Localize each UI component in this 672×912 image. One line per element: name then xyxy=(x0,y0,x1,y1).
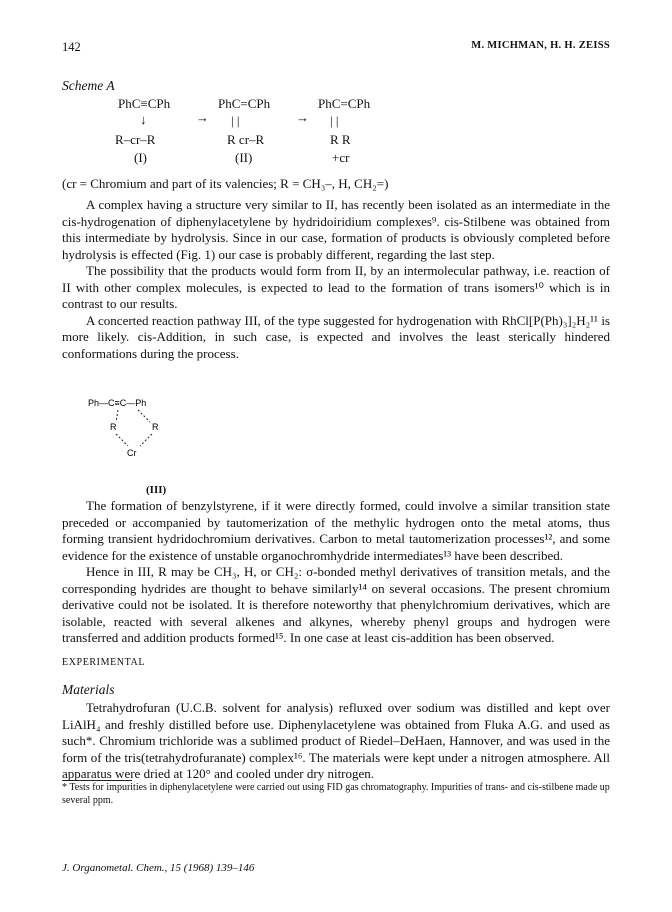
scheme-col3-label: +cr xyxy=(332,150,350,165)
paragraph: Hence in III, R may be CH₃, H, or CH₂: σ-bonded methyl derivatives of transition metals, and the corresponding hydrides are thought to behave similarly¹⁴ on several occasions. The present chromium derivative could not be isolated. It is therefore noteworthy that phenylchromium derivatives, which are isolable, reacted with several alkenes and alkynes, whereby phenyl groups and hydrogen were transferred and addition products formed¹⁵. In one case at least cis-addition has been observed. xyxy=(62,564,610,645)
paragraph: A complex having a structure very similar to II, has recently been isolated as an intermediate in the cis-hydrogenation of diphenylacetylene by hydridoiridium complexes⁹. cis-Stilbene was obtained from this intermediate by hydrolysis. Since in our case, formation of products is obviously completed before hydrolysis is effected (Fig. 1) our case is probably different, regarding the last step. xyxy=(62,197,610,262)
structure-r-right: R xyxy=(152,422,159,432)
scheme-col1-bottom: R–cr–R xyxy=(115,132,156,147)
scheme-col1-top: PhC≡CPh xyxy=(118,96,171,111)
structure-bond xyxy=(116,434,128,446)
structure-alkyne-label: Ph—C≡C—Ph xyxy=(88,398,147,408)
footnote: * Tests for impurities in diphenylacetylene were carried out using FID gas chromatography. Impurities of trans- and cis-stilbene made up several ppm. xyxy=(62,782,610,806)
scheme-arrow-1: → xyxy=(196,110,209,125)
scheme-col1-arrow: ↓ xyxy=(140,112,147,127)
structure-bond xyxy=(116,410,118,422)
scheme-legend: (cr = Chromium and part of its valencies; R = CH₃–, H, CH₂=) xyxy=(62,176,389,191)
footnote-rule xyxy=(62,780,132,781)
discussion-text-continued xyxy=(62,498,610,647)
scheme-title: Scheme A xyxy=(62,78,115,93)
running-authors: M. MICHMAN, H. H. ZEISS xyxy=(471,40,610,51)
structure-label: (III) xyxy=(146,484,167,496)
paragraph: Tetrahydrofuran (U.C.B. solvent for analysis) refluxed over sodium was distilled and kept over LiAlH₄ and freshly distilled before use. Diphenylacetylene was obtained from Fluka A.G. and used as such*. Chromium trichloride was a sublimed product of Riedel–DeHaen, Hannover, and was used in the form of the tris(tetrahydrofuranate) complex¹⁶. The materials were kept under a nitrogen atmosphere. All apparatus were dried at 120° and cooled under dry nitrogen. xyxy=(62,700,610,781)
reaction-scheme xyxy=(0,96,672,182)
structure-bond xyxy=(138,410,150,422)
scheme-col2-bottom: R cr–R xyxy=(227,132,265,147)
scheme-col2-top: PhC=CPh xyxy=(218,96,271,111)
page-number: 142 xyxy=(62,40,81,54)
paragraph: A concerted reaction pathway III, of the type suggested for hydrogenation with RhCl[P(Ph)₃]₂H₂¹¹ is more likely. cis-Addition, in such case, is expected and involves the least sterically hindered conformations during the process. xyxy=(62,312,610,361)
scheme-col2-bonds: | | xyxy=(231,113,240,128)
scheme-col3-bottom: R R xyxy=(330,132,351,147)
scheme-col3-bonds: | | xyxy=(330,113,339,128)
scheme-arrow-2: → xyxy=(296,110,309,125)
transition-state-structure xyxy=(60,392,220,482)
paragraph: The formation of benzylstyrene, if it were directly formed, could involve a similar transition state preceded or accompanied by tautomerization of the methylic hydrogen onto the metal atoms, thus forming transient hydridochromium derivatives. Carbon to metal tautomerization processes¹², and some evidence for the existence of unstable organochromhydride intermediates¹³ have been described. xyxy=(62,498,610,563)
discussion-text xyxy=(62,197,610,362)
subsection-heading: Materials xyxy=(62,682,115,697)
section-heading: EXPERIMENTAL xyxy=(62,657,146,668)
journal-citation: J. Organometal. Chem., 15 (1968) 139–146 xyxy=(62,862,255,874)
scheme-col2-label: (II) xyxy=(235,150,253,165)
structure-bond xyxy=(140,434,152,446)
paragraph: The possibility that the products would form from II, by an intermolecular pathway, i.e. reaction of II with other complex molecules, is expected to lead to the formation of trans isomers¹⁰ which is in contrast to our results. xyxy=(62,263,610,311)
materials-text xyxy=(62,700,610,783)
structure-metal: Cr xyxy=(127,448,137,458)
structure-r-left: R xyxy=(110,422,117,432)
scheme-col3-top: PhC=CPh xyxy=(318,96,371,111)
scheme-col1-label: (I) xyxy=(134,150,147,165)
